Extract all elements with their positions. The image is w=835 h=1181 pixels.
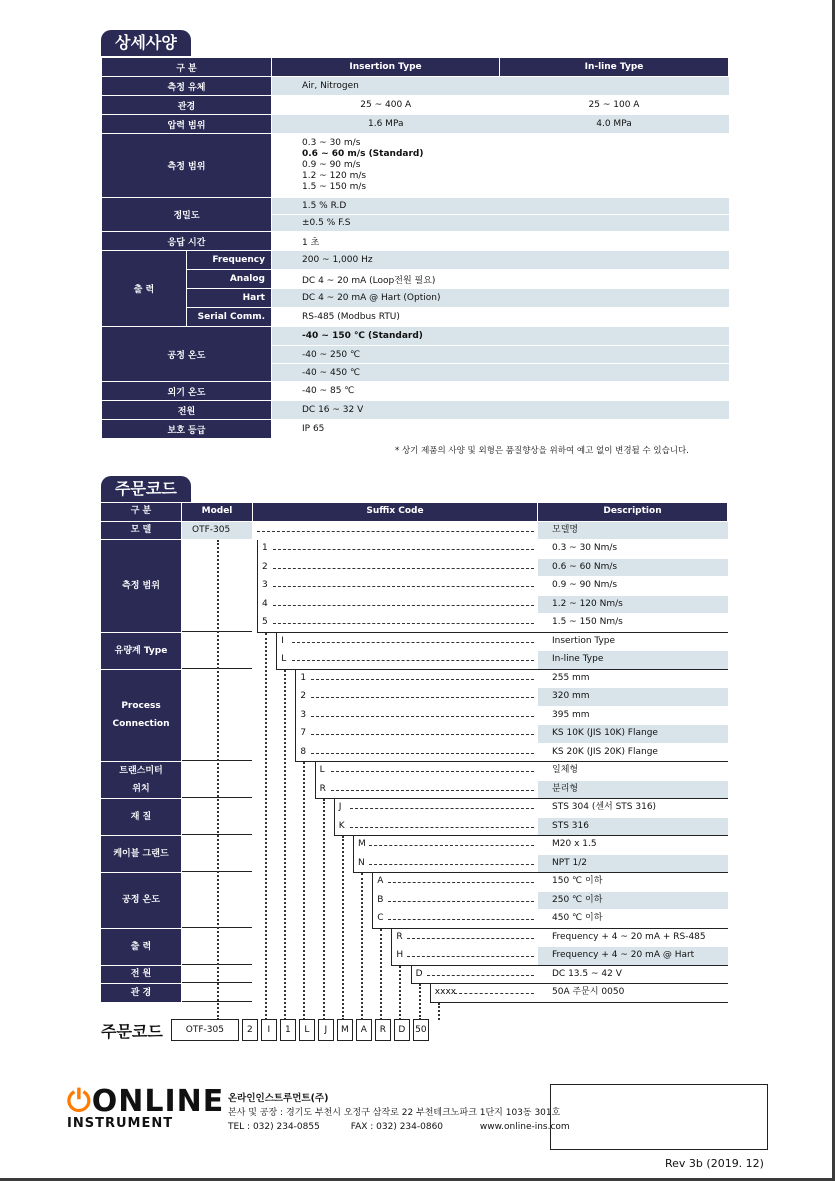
spec-label: 측정 유체 <box>102 77 272 96</box>
order-suffix-code: D <box>415 968 423 979</box>
order-group-label: 재 질 <box>101 799 181 835</box>
leader-line <box>388 882 534 883</box>
order-suffix-code: L <box>281 654 287 664</box>
order-description: 모델명 <box>538 522 728 540</box>
model-guide <box>217 540 219 1020</box>
order-code-label: 주문코드 <box>101 1021 163 1041</box>
company-tel: TEL : 032) 234-0855 <box>228 1122 320 1132</box>
order-description: DC 13.5 ~ 42 V <box>538 966 728 984</box>
spec-value: 25 ~ 100 A <box>500 96 729 115</box>
order-group-label: 공정 온도 <box>101 873 181 928</box>
spec-row-fluid <box>102 77 729 96</box>
order-suffix-code: H <box>396 950 404 960</box>
order-suffix-code: 5 <box>262 617 268 627</box>
spec-value: ±0.5 % F.S <box>272 215 729 232</box>
leader-line <box>273 568 534 569</box>
leader-line <box>427 975 534 976</box>
order-suffix-code: xxxx <box>434 987 457 997</box>
spec-label: 응답 시간 <box>102 232 272 251</box>
range-line: 0.9 ~ 90 m/s <box>302 160 361 170</box>
code-guide <box>438 1003 440 1021</box>
spec-label: 전원 <box>102 401 272 420</box>
order-group-label-line: Process <box>121 701 161 712</box>
order-description: 150 ℃ 이하 <box>538 873 728 891</box>
group-bracket <box>372 873 373 929</box>
code-guide <box>380 929 382 1021</box>
order-description: 450 ℃ 이하 <box>538 910 728 928</box>
order-description: KS 10K (JIS 10K) Flange <box>538 725 728 743</box>
spec-label: 출 력 <box>102 251 187 327</box>
leader-line <box>257 531 534 532</box>
spec-label: 압력 범위 <box>102 115 272 134</box>
company-contact <box>228 1120 570 1134</box>
spec-value: IP 65 <box>272 420 729 439</box>
order-suffix-code: L <box>319 765 325 775</box>
code-guide <box>419 984 421 1020</box>
order-suffix-code: 1 <box>300 672 307 683</box>
order-description: M20 x 1.5 <box>538 836 728 854</box>
order-description: 0.6 ~ 60 Nm/s <box>538 559 728 577</box>
output-value: DC 4 ~ 20 mA (Loop전원 필요) <box>272 270 729 289</box>
leader-line <box>273 605 534 606</box>
leader-line <box>311 734 534 735</box>
order-code-box: J <box>318 1019 334 1041</box>
order-description: KS 20K (JIS 20K) Flange <box>538 744 728 762</box>
order-group-label: 측정 범위 <box>101 540 181 632</box>
group-bracket <box>391 929 392 966</box>
order-code-box: I <box>261 1019 277 1041</box>
order-description: Frequency + 4 ~ 20 mA @ Hart <box>538 947 728 965</box>
order-description: 255 mm <box>538 670 728 688</box>
spec-row-accuracy-1 <box>102 198 729 215</box>
leader-line <box>311 697 534 698</box>
order-code-boxes <box>171 1019 432 1041</box>
output-value: 200 ~ 1,000 Hz <box>272 251 729 270</box>
order-section-title: 주문코드 <box>101 476 191 502</box>
order-suffix-code: R <box>319 783 326 794</box>
leader-line <box>454 993 534 994</box>
logo-wordmark <box>67 1084 225 1119</box>
spec-row-output-frequency <box>102 251 729 270</box>
order-group-label <box>101 670 181 762</box>
code-guide <box>342 836 344 1020</box>
code-guide <box>361 873 363 1020</box>
company-logo <box>67 1084 225 1131</box>
order-description: 320 mm <box>538 688 728 706</box>
company-address: 본사 및 공장 : 경기도 부천시 오정구 삼작로 22 부천테크노파크 1단지 103동 301호 <box>228 1108 561 1118</box>
spec-value: 1 초 <box>272 232 729 251</box>
spec-label: 외기 온도 <box>102 382 272 401</box>
spec-row-range <box>102 134 729 198</box>
group-bracket <box>334 799 335 836</box>
output-name: Serial Comm. <box>187 308 272 327</box>
leader-line <box>388 919 534 920</box>
spec-label: 정밀도 <box>102 198 272 232</box>
spec-row-output-hart <box>102 289 729 308</box>
spec-value: 1.5 % R.D <box>272 198 729 215</box>
order-code-box: 1 <box>280 1019 296 1041</box>
order-group-label-line: Connection <box>112 719 170 730</box>
spec-header-row <box>102 58 729 77</box>
order-group-label <box>101 762 181 798</box>
order-suffix-code: B <box>377 894 384 905</box>
order-code-example <box>101 1018 432 1042</box>
order-suffix-code: 4 <box>262 598 268 609</box>
order-suffix-code: 1 <box>262 543 268 553</box>
company-info <box>228 1092 570 1134</box>
code-guide <box>303 762 305 1020</box>
order-code-box: 50 <box>413 1019 429 1041</box>
order-header-category: 구 분 <box>101 503 181 521</box>
spec-row-output-analog <box>102 270 729 289</box>
order-description: Frequency + 4 ~ 20 mA + RS-485 <box>538 929 728 947</box>
group-bracket <box>430 984 431 1003</box>
spec-value: -40 ~ 85 ℃ <box>272 382 729 401</box>
output-name: Hart <box>187 289 272 308</box>
spec-row-pipe <box>102 96 729 115</box>
order-suffix-code: C <box>377 913 384 923</box>
order-code-box: D <box>394 1019 410 1041</box>
spec-value: -40 ~ 250 ℃ <box>272 346 729 364</box>
range-line: 1.2 ~ 120 m/s <box>302 171 367 181</box>
spec-row-process-temp-1 <box>102 327 729 346</box>
order-group-label-line: 트랜스미터 <box>119 766 163 776</box>
spec-value: 4.0 MPa <box>500 115 729 134</box>
code-guide <box>399 966 401 1021</box>
output-value: RS-485 (Modbus RTU) <box>272 308 729 327</box>
group-bracket <box>411 966 412 985</box>
code-guide <box>284 670 286 1021</box>
order-header-model: Model <box>182 503 252 521</box>
spec-header-inline: In-line Type <box>500 58 729 77</box>
leader-line <box>311 716 534 717</box>
company-fax: FAX : 032) 234-0860 <box>350 1122 444 1132</box>
spec-row-protection <box>102 420 729 439</box>
spec-label: 공정 온도 <box>102 327 272 382</box>
code-guide <box>323 799 325 1020</box>
leader-line <box>292 660 534 661</box>
logo-bottom: INSTRUMENT <box>67 1116 174 1131</box>
spec-row-response <box>102 232 729 251</box>
spec-table <box>101 57 729 439</box>
order-group-label-line: 위치 <box>132 784 150 794</box>
leader-line <box>331 790 534 791</box>
spec-row-power <box>102 401 729 420</box>
order-code-box: L <box>299 1019 315 1041</box>
order-description: 0.9 ~ 90 Nm/s <box>538 577 728 595</box>
group-bracket <box>257 540 258 633</box>
order-code-box: A <box>356 1019 372 1041</box>
spec-value: 25 ~ 400 A <box>272 96 500 115</box>
revision-label: Rev 3b (2019. 12) <box>665 1157 764 1170</box>
logo-top: ONLINE <box>91 1084 225 1119</box>
order-description: NPT 1/2 <box>538 855 728 873</box>
order-suffix-code: 3 <box>300 709 307 720</box>
order-header-suffix: Suffix Code <box>253 503 537 521</box>
order-description: 50A 주문시 0050 <box>538 984 728 1002</box>
order-group-label: 전 원 <box>101 966 181 984</box>
spec-value: DC 16 ~ 32 V <box>272 401 729 420</box>
order-suffix-code: I <box>281 635 284 646</box>
stamp-box <box>550 1084 768 1150</box>
spec-row-pressure <box>102 115 729 134</box>
order-description: 250 ℃ 이하 <box>538 892 728 910</box>
order-code-box: R <box>375 1019 391 1041</box>
order-group-label: 유량계 Type <box>101 633 181 669</box>
leader-line <box>273 586 534 587</box>
order-suffix-code: 2 <box>300 691 307 701</box>
order-description: 1.2 ~ 120 Nm/s <box>538 596 728 614</box>
order-code-box: M <box>337 1019 353 1041</box>
spec-label: 관경 <box>102 96 272 115</box>
spec-section-title: 상세사양 <box>101 30 191 56</box>
output-name: Analog <box>187 270 272 289</box>
order-suffix-code: J <box>338 802 342 812</box>
order-suffix-code: N <box>358 857 365 868</box>
leader-line <box>350 827 534 828</box>
spec-value: 1.6 MPa <box>272 115 500 134</box>
spec-value: Air, Nitrogen <box>272 77 729 96</box>
leader-line <box>311 679 534 680</box>
order-model-code: OTF-305 <box>182 522 252 540</box>
order-suffix-code: K <box>338 820 345 831</box>
leader-line <box>407 938 534 939</box>
group-bracket <box>315 762 316 799</box>
leader-line <box>369 845 534 846</box>
order-description: In-line Type <box>538 651 728 669</box>
order-description: 1.5 ~ 150 Nm/s <box>538 614 728 632</box>
output-name: Frequency <box>187 251 272 270</box>
order-description: 일체형 <box>538 762 728 780</box>
leader-line <box>350 808 534 809</box>
spec-note: * 상기 제품의 사양 및 외형은 품질향상을 위하여 예고 없이 변경될 수 있습니다. <box>395 446 689 456</box>
order-group-label: 관 경 <box>101 984 181 1002</box>
spec-label: 보호 등급 <box>102 420 272 439</box>
order-code-box: 2 <box>242 1019 258 1041</box>
leader-line <box>292 642 534 643</box>
leader-line <box>407 956 534 957</box>
spec-label: 측정 범위 <box>102 134 272 198</box>
group-bracket <box>353 836 354 873</box>
order-description: 0.3 ~ 30 Nm/s <box>538 540 728 558</box>
order-description: Insertion Type <box>538 633 728 651</box>
order-description: 395 mm <box>538 707 728 725</box>
order-description: STS 304 (센서 STS 316) <box>538 799 728 817</box>
company-name: 온라인인스트루먼트(주) <box>228 1093 329 1104</box>
group-divider <box>430 1002 728 1003</box>
leader-line <box>273 623 534 624</box>
order-description: 분리형 <box>538 781 728 799</box>
output-value: DC 4 ~ 20 mA @ Hart (Option) <box>272 289 729 308</box>
spec-header-category: 구 분 <box>102 58 272 77</box>
group-bracket <box>276 633 277 670</box>
company-web[interactable]: www.online-ins.com <box>479 1122 570 1132</box>
spec-value: -40 ~ 150 ℃ (Standard) <box>272 327 729 346</box>
order-group-label: 출 력 <box>101 929 181 965</box>
spec-row-ambient <box>102 382 729 401</box>
spec-value: -40 ~ 450 ℃ <box>272 364 729 382</box>
order-suffix-code: R <box>396 931 403 942</box>
leader-line <box>311 753 534 754</box>
leader-line <box>388 901 534 902</box>
order-code-box-model: OTF-305 <box>171 1019 239 1041</box>
order-group-label: 케이블 그랜드 <box>101 836 181 872</box>
leader-line <box>331 771 534 772</box>
group-bracket <box>295 670 296 763</box>
order-suffix-code: 7 <box>300 728 307 738</box>
power-icon: ⏻ <box>67 1084 92 1119</box>
range-line: 0.6 ~ 60 m/s (Standard) <box>302 149 424 159</box>
spec-value-range <box>272 134 729 198</box>
spec-header-insertion: Insertion Type <box>272 58 500 77</box>
leader-line <box>369 864 534 865</box>
order-suffix-code: 2 <box>262 561 268 572</box>
spec-row-output-serial <box>102 308 729 327</box>
order-suffix-code: A <box>377 876 384 886</box>
leader-line <box>273 549 534 550</box>
order-suffix-code: 3 <box>262 580 268 590</box>
range-line: 0.3 ~ 30 m/s <box>302 138 361 148</box>
order-header-description: Description <box>538 503 727 521</box>
order-description: STS 316 <box>538 818 728 836</box>
order-suffix-code: M <box>358 839 366 849</box>
order-suffix-code: 8 <box>300 746 307 757</box>
code-guide <box>265 633 267 1021</box>
order-label: 모 델 <box>101 522 181 540</box>
range-line: 1.5 ~ 150 m/s <box>302 182 367 192</box>
